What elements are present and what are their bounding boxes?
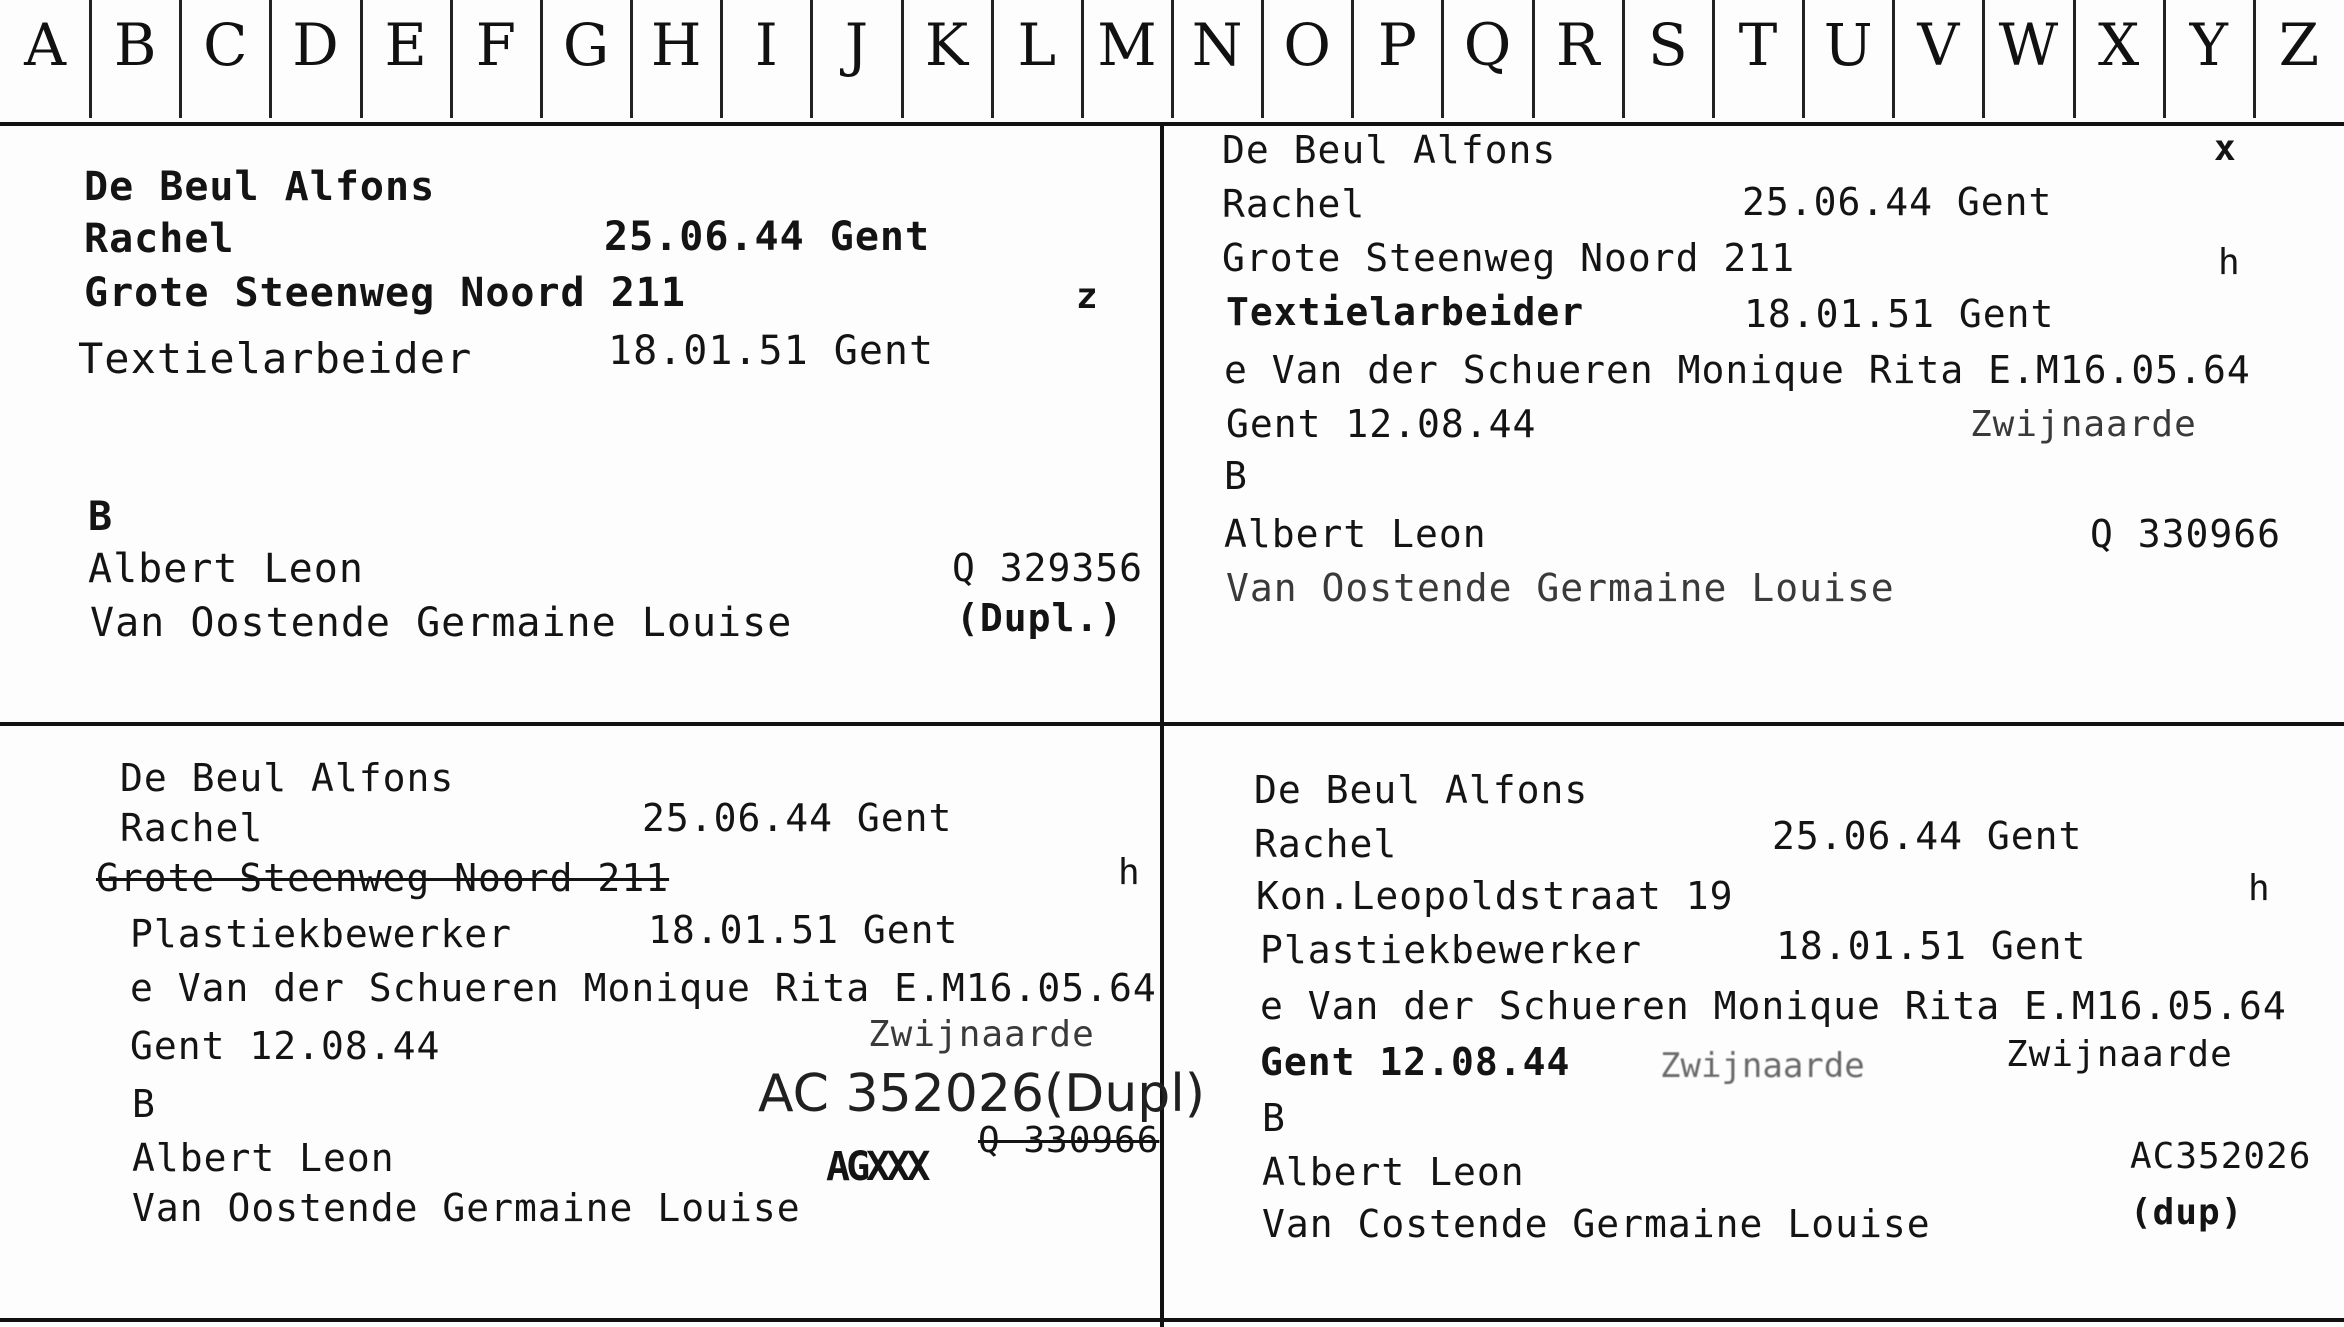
card-occupation: Plastiekbewerker: [1260, 928, 1643, 972]
card-stamp-number: AC 352026(Dupl): [758, 1064, 1206, 1124]
card-birth: 25.06.44 Gent: [642, 796, 953, 840]
card-father: Albert Leon: [1262, 1150, 1525, 1194]
alphabet-separator: [89, 0, 92, 118]
alphabet-separator: [2253, 0, 2256, 118]
alphabet-index-strip: [0, 0, 2344, 126]
card-occupation: Textielarbeider: [78, 334, 473, 383]
bottom-border: [0, 1318, 2344, 1322]
card-registered: 18.01.51 Gent: [1776, 924, 2087, 968]
card-address: Grote Steenweg Noord 211: [1222, 236, 1796, 280]
alphabet-letter-u: U: [1823, 11, 1873, 79]
card-name: De Beul Alfons: [84, 164, 436, 210]
alphabet-separator: [360, 0, 363, 118]
card-spouse-birth: Gent 12.08.44: [1260, 1040, 1571, 1084]
alphabet-separator: [1351, 0, 1354, 118]
alphabet-separator: [1802, 0, 1805, 118]
card-duplicate-note: (dup): [2130, 1192, 2244, 1233]
alphabet-letter-p: P: [1377, 11, 1417, 79]
alphabet-separator: [2163, 0, 2166, 118]
card-occupation: Plastiekbewerker: [130, 912, 513, 956]
alphabet-separator: [810, 0, 813, 118]
alphabet-letter-s: S: [1647, 11, 1688, 79]
alphabet-letter-v: V: [1917, 11, 1960, 79]
alphabet-letter-j: J: [844, 11, 869, 79]
card-number: Q 330966: [2090, 512, 2282, 556]
alphabet-separator: [1982, 0, 1985, 118]
card-occupation: Textielarbeider: [1226, 290, 1585, 334]
alphabet-separator: [450, 0, 453, 118]
card-number: Q 329356: [952, 546, 1144, 590]
card-spouse: e Van der Schueren Monique Rita E.M16.05.64: [1224, 348, 2251, 392]
card-mother: Van Oostende Germaine Louise: [132, 1186, 801, 1230]
card-spouse-birth: Gent 12.08.44: [1226, 402, 1537, 446]
card-father: Albert Leon: [1224, 512, 1487, 556]
card-old-number-struck: Q 330966: [978, 1120, 1160, 1161]
card-first-name: Rachel: [84, 216, 235, 262]
alphabet-letter-y: Y: [2189, 11, 2228, 79]
card-mother: Van Oostende Germaine Louise: [1226, 566, 1895, 610]
alphabet-separator: [269, 0, 272, 118]
card-father: Albert Leon: [88, 546, 364, 592]
card-divider-horizontal: [0, 722, 2344, 726]
card-first-name: Rachel: [1254, 822, 1398, 866]
card-smudged-place: Zwijnaarde: [1660, 1046, 1865, 1086]
alphabet-letter-c: C: [203, 11, 248, 79]
alphabet-letter-o: O: [1283, 11, 1331, 79]
card-mark: z: [1076, 276, 1099, 317]
alphabet-letter-a: A: [24, 11, 67, 79]
alphabet-separator: [179, 0, 182, 118]
alphabet-letter-z: Z: [2278, 11, 2320, 79]
card-address: Kon.Leopoldstraat 19: [1256, 874, 1734, 918]
alphabet-separator: [1441, 0, 1444, 118]
card-mother: Van Oostende Germaine Louise: [90, 600, 793, 646]
card-registered: 18.01.51 Gent: [608, 328, 935, 374]
card-first-name: Rachel: [1222, 182, 1366, 226]
alphabet-letter-x: X: [2097, 11, 2140, 79]
card-name: De Beul Alfons: [1222, 128, 1557, 172]
alphabet-separator: [1892, 0, 1895, 118]
alphabet-letter-i: I: [754, 11, 778, 79]
card-place: Zwijnaarde: [1970, 404, 2197, 445]
card-birth: 25.06.44 Gent: [1742, 180, 2053, 224]
alphabet-letter-w: W: [1998, 11, 2059, 79]
card-mark-h: h: [2218, 242, 2241, 283]
alphabet-separator: [1712, 0, 1715, 118]
card-address-struck: Grote Steenweg Noord 211: [96, 856, 670, 900]
card-mother: Van Costende Germaine Louise: [1262, 1202, 1931, 1246]
alphabet-letter-q: Q: [1463, 11, 1512, 79]
alphabet-separator: [1261, 0, 1264, 118]
card-first-name: Rachel: [120, 806, 264, 850]
card-letter: B: [132, 1082, 156, 1126]
card-address: Grote Steenweg Noord 211: [84, 270, 686, 316]
alphabet-letter-h: H: [650, 11, 702, 79]
alphabet-separator: [1171, 0, 1174, 118]
card-mark-h: h: [2248, 868, 2271, 909]
alphabet-separator: [540, 0, 543, 118]
alphabet-separator: [901, 0, 904, 118]
card-mark-h: h: [1118, 852, 1141, 893]
alphabet-letter-m: M: [1097, 11, 1157, 79]
card-spouse-birth: Gent 12.08.44: [130, 1024, 441, 1068]
card-overtyped-text: AGXXX: [826, 1144, 927, 1190]
alphabet-letter-n: N: [1191, 11, 1243, 79]
alphabet-letter-l: L: [1017, 11, 1057, 79]
card-birth: 25.06.44 Gent: [604, 214, 931, 260]
card-letter: B: [88, 494, 114, 540]
alphabet-separator: [630, 0, 633, 118]
card-place: Zwijnaarde: [868, 1014, 1095, 1055]
card-spouse: e Van der Schueren Monique Rita E.M16.05.64: [1260, 984, 2287, 1028]
alphabet-separator: [2073, 0, 2076, 118]
alphabet-letter-e: E: [384, 11, 427, 79]
alphabet-separator: [1532, 0, 1535, 118]
alphabet-letter-d: D: [292, 11, 339, 79]
alphabet-letter-k: K: [924, 11, 969, 79]
card-registered: 18.01.51 Gent: [1744, 292, 2055, 336]
card-place: Zwijnaarde: [2006, 1034, 2233, 1075]
alphabet-letter-b: B: [113, 11, 157, 79]
card-letter: B: [1262, 1096, 1286, 1140]
card-number: AC352026: [2130, 1136, 2312, 1177]
card-name: De Beul Alfons: [1254, 768, 1589, 812]
card-registered: 18.01.51 Gent: [648, 908, 959, 952]
card-letter: B: [1224, 454, 1248, 498]
card-mark-x: x: [2214, 128, 2237, 169]
card-name: De Beul Alfons: [120, 756, 455, 800]
alphabet-separator: [991, 0, 994, 118]
alphabet-separator: [1081, 0, 1084, 118]
alphabet-letter-r: R: [1555, 11, 1600, 79]
alphabet-separator: [1622, 0, 1625, 118]
alphabet-letter-t: T: [1738, 11, 1778, 79]
card-birth: 25.06.44 Gent: [1772, 814, 2083, 858]
alphabet-separator: [720, 0, 723, 118]
alphabet-letter-f: F: [475, 11, 516, 79]
alphabet-letter-g: G: [562, 11, 610, 79]
card-father: Albert Leon: [132, 1136, 395, 1180]
card-spouse: e Van der Schueren Monique Rita E.M16.05.64: [130, 966, 1157, 1010]
card-duplicate-note: (Dupl.): [956, 596, 1124, 640]
